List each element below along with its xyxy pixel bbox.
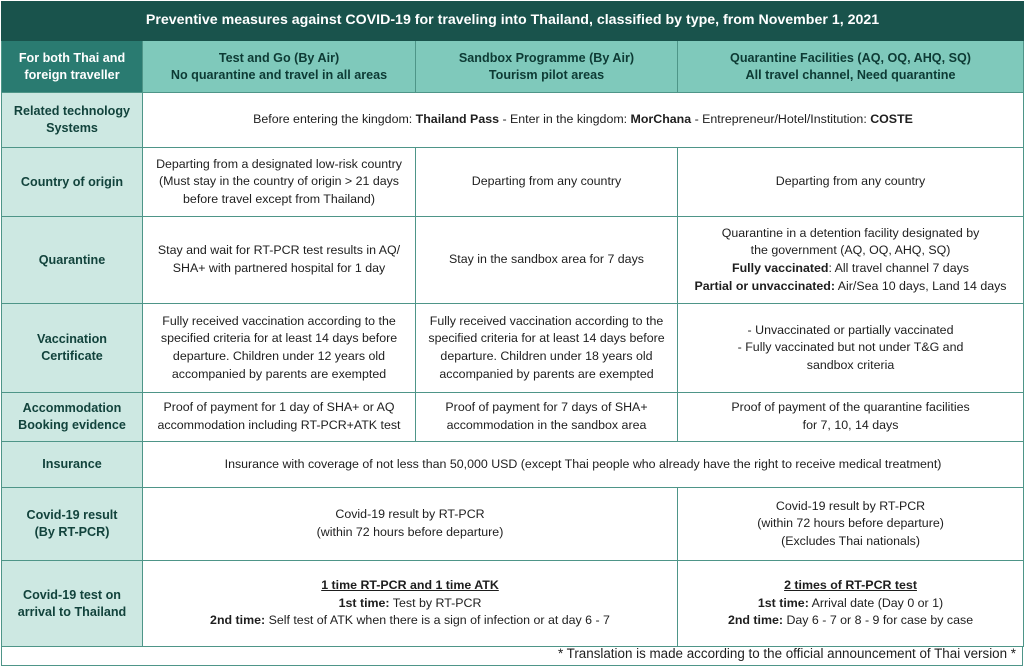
row-label-insurance: Insurance — [2, 442, 143, 488]
row-label-arrival-test: Covid-19 test on arrival to Thailand — [2, 561, 143, 647]
header-test-and-go-subtitle: No quarantine and travel in all areas — [170, 67, 388, 82]
quarantine-sandbox: Stay in the sandbox area for 7 days — [416, 217, 678, 304]
covid-result-quarantine: Covid-19 result by RT-PCR (within 72 hours before departure) (Excludes Thai nationals) — [678, 488, 1024, 561]
arrival-test-quarantine: 2 times of RT-PCR test 1st time: Arrival date (Day 0 or 1) 2nd time: Day 6 - 7 or 8 - 9 for case by case — [678, 561, 1024, 647]
header-sandbox-title: Sandbox Programme (By Air) — [458, 50, 635, 65]
row-arrival-test — [2, 561, 1024, 647]
origin-test-and-go: Departing from a designated low-risk country (Must stay in the country of origin > 21 days before travel except from Thailand) — [143, 148, 416, 217]
accommodation-test-and-go: Proof of payment for 1 day of SHA+ or AQ accommodation including RT-PCR+ATK test — [143, 393, 416, 442]
origin-quarantine: Departing from any country — [678, 148, 1024, 217]
technology-systems-cell: Before entering the kingdom: Thailand Pass - Enter in the kingdom: MorChana - Entrepreneur/Hotel/Institution: COSTE — [143, 93, 1024, 148]
row-insurance — [2, 442, 1024, 488]
covid-result-tg-sandbox: Covid-19 result by RT-PCR (within 72 hours before departure) — [143, 488, 678, 561]
accommodation-quarantine: Proof of payment of the quarantine facilities for 7, 10, 14 days — [678, 393, 1024, 442]
table-title: Preventive measures against COVID-19 for traveling into Thailand, classified by type, from November 1, 2021 — [2, 2, 1024, 41]
arrival-test-tg-sandbox: 1 time RT-PCR and 1 time ATK 1st time: Test by RT-PCR 2nd time: Self test of ATK when there is a sign of infection or at day 6 - 7 — [143, 561, 678, 647]
header-row — [2, 41, 1024, 93]
row-label-origin: Country of origin — [2, 148, 143, 217]
coste-label: COSTE — [870, 112, 913, 127]
vaccination-sandbox: Fully received vaccination according to the specified criteria for at least 14 days before departure. Children under 18 years old accompanied by parents are exempted — [416, 304, 678, 393]
row-label-vaccination: Vaccination Certificate — [2, 304, 143, 393]
row-label-accommodation: Accommodation Booking evidence — [2, 393, 143, 442]
row-quarantine — [2, 217, 1024, 304]
quarantine-facilities: Quarantine in a detention facility designated by the government (AQ, OQ, AHQ, SQ) Fully vaccinated: All travel channel 7 days Partial or unvaccinated: Air/Sea 10 days, Land 14 days — [678, 217, 1024, 304]
row-technology — [2, 93, 1024, 148]
row-label-covid-result: Covid-19 result (By RT-PCR) — [2, 488, 143, 561]
header-quarantine-subtitle: All travel channel, Need quarantine — [745, 67, 956, 82]
translation-footnote: * Translation is made according to the official announcement of Thai version * — [557, 646, 1016, 661]
header-traveller-line1: For both Thai and — [18, 50, 126, 65]
row-label-quarantine: Quarantine — [2, 217, 143, 304]
header-sandbox-subtitle: Tourism pilot areas — [488, 67, 605, 82]
row-label-technology: Related technology Systems — [2, 93, 143, 148]
header-traveller-type — [2, 41, 143, 93]
thailand-pass-label: Thailand Pass — [415, 112, 499, 127]
header-quarantine — [678, 41, 1024, 93]
vaccination-quarantine: - Unvaccinated or partially vaccinated - Fully vaccinated but not under T&G and sandbox criteria — [678, 304, 1024, 393]
row-accommodation — [2, 393, 1024, 442]
morchana-label: MorChana — [630, 112, 692, 127]
header-traveller-line2: foreign traveller — [24, 67, 120, 82]
header-test-and-go-title: Test and Go (By Air) — [218, 50, 340, 65]
row-vaccination — [2, 304, 1024, 393]
measures-table — [1, 1, 1024, 647]
title-row — [2, 2, 1024, 41]
quarantine-test-and-go: Stay and wait for RT-PCR test results in AQ/ SHA+ with partnered hospital for 1 day — [143, 217, 416, 304]
row-country-of-origin — [2, 148, 1024, 217]
row-covid-result — [2, 488, 1024, 561]
arrival-tg-sandbox-heading: 1 time RT-PCR and 1 time ATK — [321, 578, 499, 593]
vaccination-test-and-go: Fully received vaccination according to the specified criteria for at least 14 days before departure. Children under 12 years old accompanied by parents are exempted — [143, 304, 416, 393]
header-sandbox — [416, 41, 678, 93]
header-quarantine-title: Quarantine Facilities (AQ, OQ, AHQ, SQ) — [730, 50, 971, 65]
accommodation-sandbox: Proof of payment for 7 days of SHA+ accommodation in the sandbox area — [416, 393, 678, 442]
header-test-and-go — [143, 41, 416, 93]
arrival-quarantine-heading: 2 times of RT-PCR test — [784, 578, 917, 593]
insurance-cell: Insurance with coverage of not less than 50,000 USD (except Thai people who already have the right to receive medical treatment) — [143, 442, 1024, 488]
origin-sandbox: Departing from any country — [416, 148, 678, 217]
